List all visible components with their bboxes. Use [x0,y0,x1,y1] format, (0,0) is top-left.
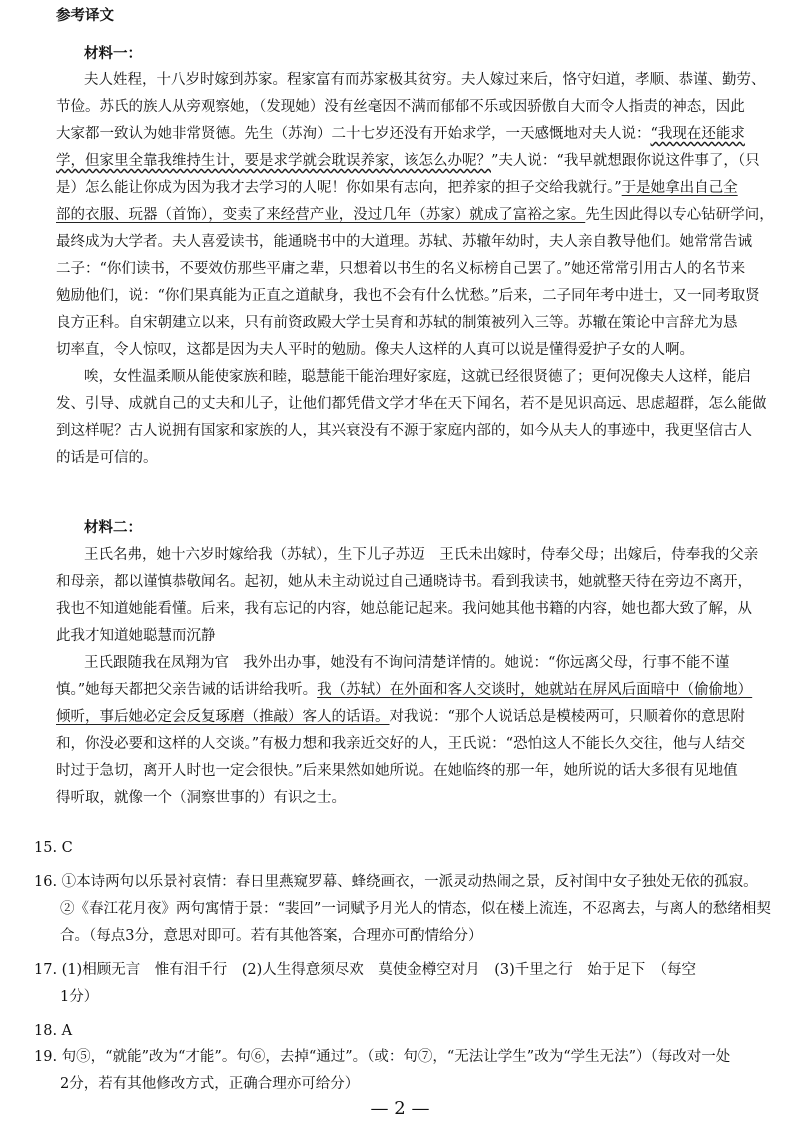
material1-line: 的话是可信的。 [56,450,158,466]
underlined-sentence: 我（苏轼）在外面和客人交谈时，她就站在屏风后面暗中（偷偷地） [317,682,753,698]
material1-line: 发、引导、成就自己的丈夫和儿子，让他们都凭借文学才华在天下闻名，若不是见识高远、思虑超群，怎么能做 [56,396,767,412]
material2-line: 时过于急切，离开人时也一定会很快。”后来果然如她所说。在她临终的那一年，她所说的话大多很有见地值 [56,763,738,779]
material2-line: 和，你没必要和这样的人交谈。”有极力想和我亲近交好的人，王氏说：“恐怕这人不能长久交往，他与人结交 [56,736,746,752]
underlined-sentence: 倾听，事后她必定会反复琢磨（推敲）客人的话语。 [56,709,390,725]
answer-19: 2分，若有其他修改方式，正确合理亦可给分） [60,1076,360,1092]
material2-line: 和母亲，都以谨慎恭敬闻名。起初，她从未主动说过自己通晓诗书。看到我读书，她就整天待在旁边不离开， [56,574,752,590]
underlined-sentence: 部的衣服、玩器（首饰），变卖了来经营产业，没过几年（苏家）就成了富裕之家。 [56,207,586,223]
answer-16: 合。（每点3分，意思对即可。若有其他答案，合理亦可酌情给分） [60,928,483,944]
material2-line: 此我才知道她聪慧而沉静 [56,628,216,644]
material2-line: 倾听，事后她必定会反复琢磨（推敲）客人的话语。对我说：“那个人说话总是模棱两可，只顺着你的意思附 [56,709,745,725]
material2-line: 得听取，就像一个（洞察世事的）有识之士。 [56,790,346,806]
answer-17: 17. (1)相顾无言 惟有泪千行 (2)人生得意须尽欢 莫使金樽空对月 (3)千里之行 始于足下 （每空 [34,962,697,978]
answer-17: 1分） [60,989,99,1005]
material1-line: 切率直，令人惊叹，这都是因为夫人平时的勉励。像夫人这样的人真可以说是懂得爱护子女的人啊。 [56,342,694,358]
material2-line: 王氏跟随我在凤翔为官 我外出办事，她没有不询问清楚详情的。她说：“你远离父母，行事不能不谨 [84,655,730,671]
material1-line: 二子：“你们读书，不要效仿那些平庸之辈，只想着以书生的名义标榜自己罢了。”她还常常引用古人的名节来 [56,261,746,277]
material2-line: 慎。”她每天都把父亲告诫的话讲给我听。我（苏轼）在外面和客人交谈时，她就站在屏风后面暗中（偷偷地） [56,682,753,698]
material1-line: 勉励他们，说：“你们果真能为正直之道献身，我也不会有什么忧愁。”后来，二子同年考中进士，又一同考取贤 [56,288,760,304]
material1-heading: 材料一： [84,46,142,62]
material2-heading: 材料二： [84,520,142,536]
underlined-sentence: 于是她拿出自己全 [621,180,738,196]
answer-18: 18. A [34,1023,73,1039]
page-number: — 2 — [370,1098,430,1119]
answer-16: 16. ①本诗两句以乐景衬哀情：春日里燕窥罗幕、蜂绕画衣，一派灵动热闹之景，反衬闺中女子独处无依的孤寂。 [34,874,758,890]
underlined-quote: 学，但家里全靠我维持生计，要是求学就会耽误养家，该怎么办呢？ [56,153,491,169]
material1-line: 大家都一致认为她非常贤德。先生（苏洵）二十七岁还没有开始求学，一天感慨地对夫人说：“我现在还能求 [56,126,745,142]
material1-line: 部的衣服、玩器（首饰），变卖了来经营产业，没过几年（苏家）就成了富裕之家。先生因此得以专心钻研学问， [56,207,774,223]
underlined-quote: “我现在还能求 [650,126,745,142]
material1-line: 夫人姓程，十八岁时嫁到苏家。程家富有而苏家极其贫穷。夫人嫁过来后，恪守妇道，孝顺、恭谨、勤劳、 [84,72,766,88]
material1-line: 学，但家里全靠我维持生计，要是求学就会耽误养家，该怎么办呢？”夫人说：“我早就想跟你说这件事了，（只 [56,153,760,169]
answer-19: 19. 句⑤，“就能”改为“才能”。句⑥，去掉“通过”。（或：句⑦，“无法让学生”改为“学生无法”）（每改对一处 [34,1049,731,1065]
material1-line: 节俭。苏氏的族人从旁观察她，（发现她）没有丝毫因不满而郁郁不乐或因骄傲自大而令人指责的神态，因此 [56,99,745,115]
material1-line: 是）怎么能让你成为因为我才去学习的人呢！你如果有志向，把养家的担子交给我就行。”于是她拿出自己全 [56,180,738,196]
answer-15: 15. C [34,840,73,856]
page-title: 参考译文 [56,8,114,24]
material1-line: 到这样呢？古人说拥有国家和家族的人，其兴衰没有不源于家庭内部的，如今从夫人的事迹中，我更坚信古人 [56,423,752,439]
answer-16: ②《春江花月夜》两句寓情于景：“裴回”一词赋予月光人的情态，似在楼上流连，不忍离去，与离人的愁绪相契 [60,901,771,917]
material1-line: 唉，女性温柔顺从能使家族和睦，聪慧能干能治理好家庭，这就已经很贤德了；更何况像夫人这样，能启 [84,369,751,385]
material1-line: 最终成为大学者。夫人喜爱读书，能通晓书中的大道理。苏轼、苏辙年幼时，夫人亲自教导他们。她常常告诫 [56,234,752,250]
material2-line: 王氏名弗，她十六岁时嫁给我（苏轼），生下儿子苏迈 王氏未出嫁时，侍奉父母；出嫁后，侍奉我的父亲 [84,547,759,563]
material2-line: 我也不知道她能看懂。后来，我有忘记的内容，她总能记起来。我问她其他书籍的内容，她也都大致了解，从 [56,601,752,617]
material1-line: 良方正科。自宋朝建立以来，只有前资政殿大学士吴育和苏轼的制策被列入三等。苏辙在策论中言辞尤为恳 [56,315,738,331]
